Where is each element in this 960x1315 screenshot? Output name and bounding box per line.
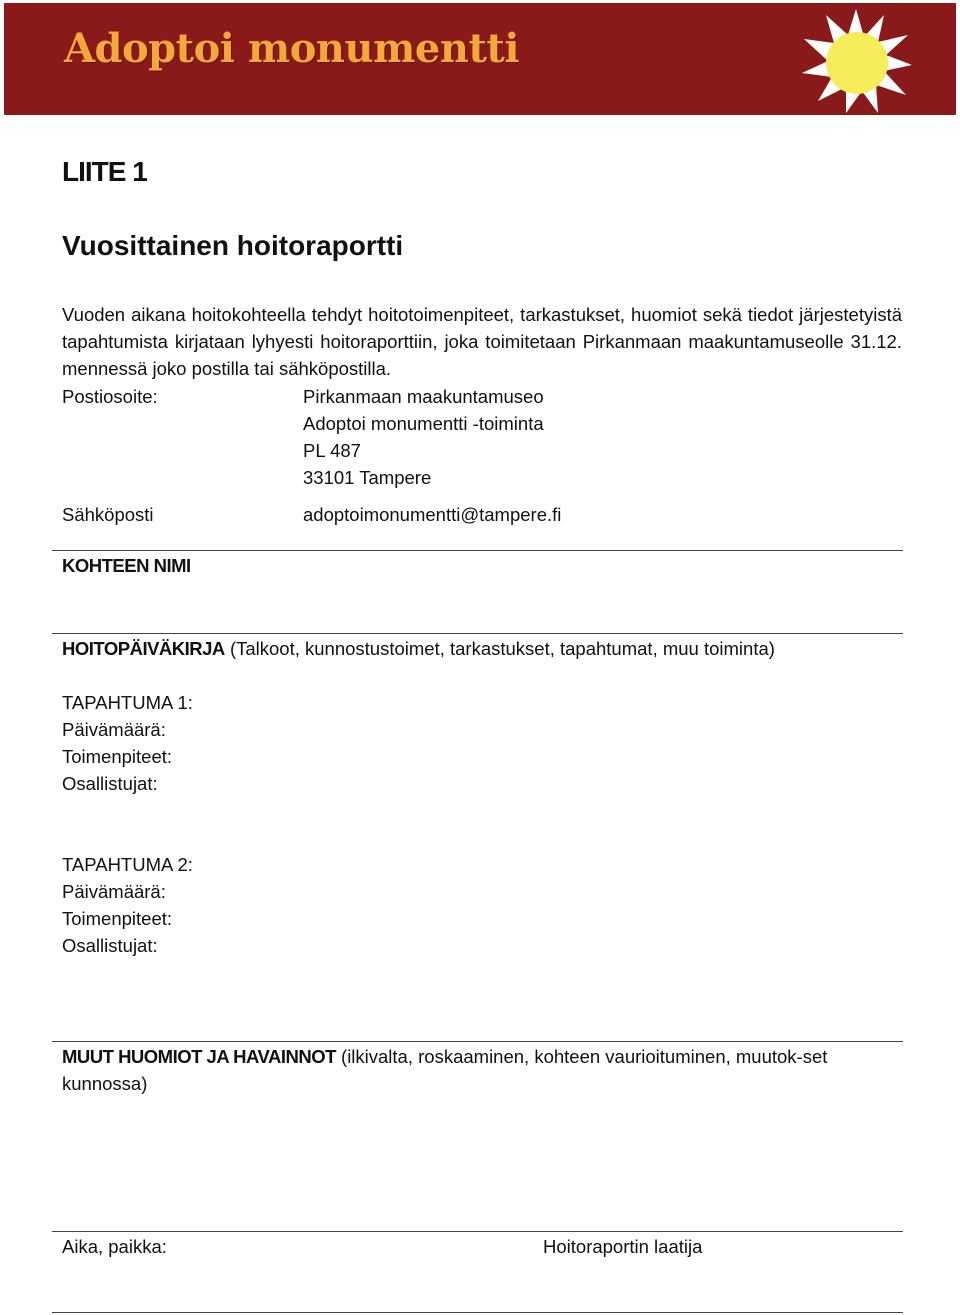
page-title: Vuosittainen hoitoraportti bbox=[62, 230, 404, 261]
event-actions-label: Toimenpiteet: bbox=[62, 908, 173, 929]
intro-paragraph: Vuoden aikana hoitokohteella tehdyt hoitotoimenpiteet, tarkastukset, huomiot sekä tiedot järjestetyistä tapahtumista kirjataan lyhyesti hoitoraporttiin, joka toimitetaan Pirkanmaan maakuntamuseolle 31.12. mennessä joko postilla tai sähköpostilla. bbox=[62, 304, 902, 379]
event-date-label: Päivämäärä: bbox=[62, 719, 166, 740]
event-participants-label: Osallistujat: bbox=[62, 935, 158, 956]
postal-line: Adoptoi monumentti -toiminta bbox=[303, 413, 544, 434]
misc-hint: (ilkivalta, roskaaminen, kohteen vaurioituminen, muutok-set kunnossa) bbox=[62, 1046, 828, 1094]
postal-label: Postiosoite: bbox=[62, 386, 158, 407]
author-label: Hoitoraportin laatija bbox=[543, 1236, 703, 1257]
log-heading bbox=[62, 635, 775, 662]
misc-label: MUUT HUOMIOT JA HAVAINNOT bbox=[62, 1046, 336, 1067]
header-banner bbox=[4, 3, 956, 115]
event-title: TAPAHTUMA 1: bbox=[62, 692, 193, 713]
email-address[interactable]: adoptoimonumentti@tampere.fi bbox=[303, 504, 562, 525]
misc-heading bbox=[62, 1043, 900, 1097]
event-date-label: Päivämäärä: bbox=[62, 881, 166, 902]
section-divider bbox=[52, 633, 903, 634]
section-divider bbox=[52, 550, 903, 551]
postal-line: PL 487 bbox=[303, 440, 361, 461]
event-title: TAPAHTUMA 2: bbox=[62, 854, 193, 875]
log-hint: (Talkoot, kunnostustoimet, tarkastukset, tapahtumat, muu toiminta) bbox=[229, 638, 775, 659]
log-label: HOITOPÄIVÄKIRJA bbox=[62, 638, 225, 659]
bottom-divider bbox=[52, 1312, 903, 1313]
postal-line: Pirkanmaan maakuntamuseo bbox=[303, 386, 544, 407]
event-participants-label: Osallistujat: bbox=[62, 773, 158, 794]
event-actions-label: Toimenpiteet: bbox=[62, 746, 173, 767]
section-divider bbox=[52, 1041, 903, 1042]
section-divider bbox=[52, 1231, 903, 1232]
sun-icon bbox=[800, 9, 912, 113]
postal-line: 33101 Tampere bbox=[303, 467, 432, 488]
target-name-label: KOHTEEN NIMI bbox=[62, 555, 191, 576]
time-place-label: Aika, paikka: bbox=[62, 1236, 167, 1257]
appendix-label: LIITE 1 bbox=[62, 156, 147, 187]
email-label: Sähköposti bbox=[62, 504, 154, 525]
logo-text: Adoptoi monumentti bbox=[64, 25, 520, 72]
